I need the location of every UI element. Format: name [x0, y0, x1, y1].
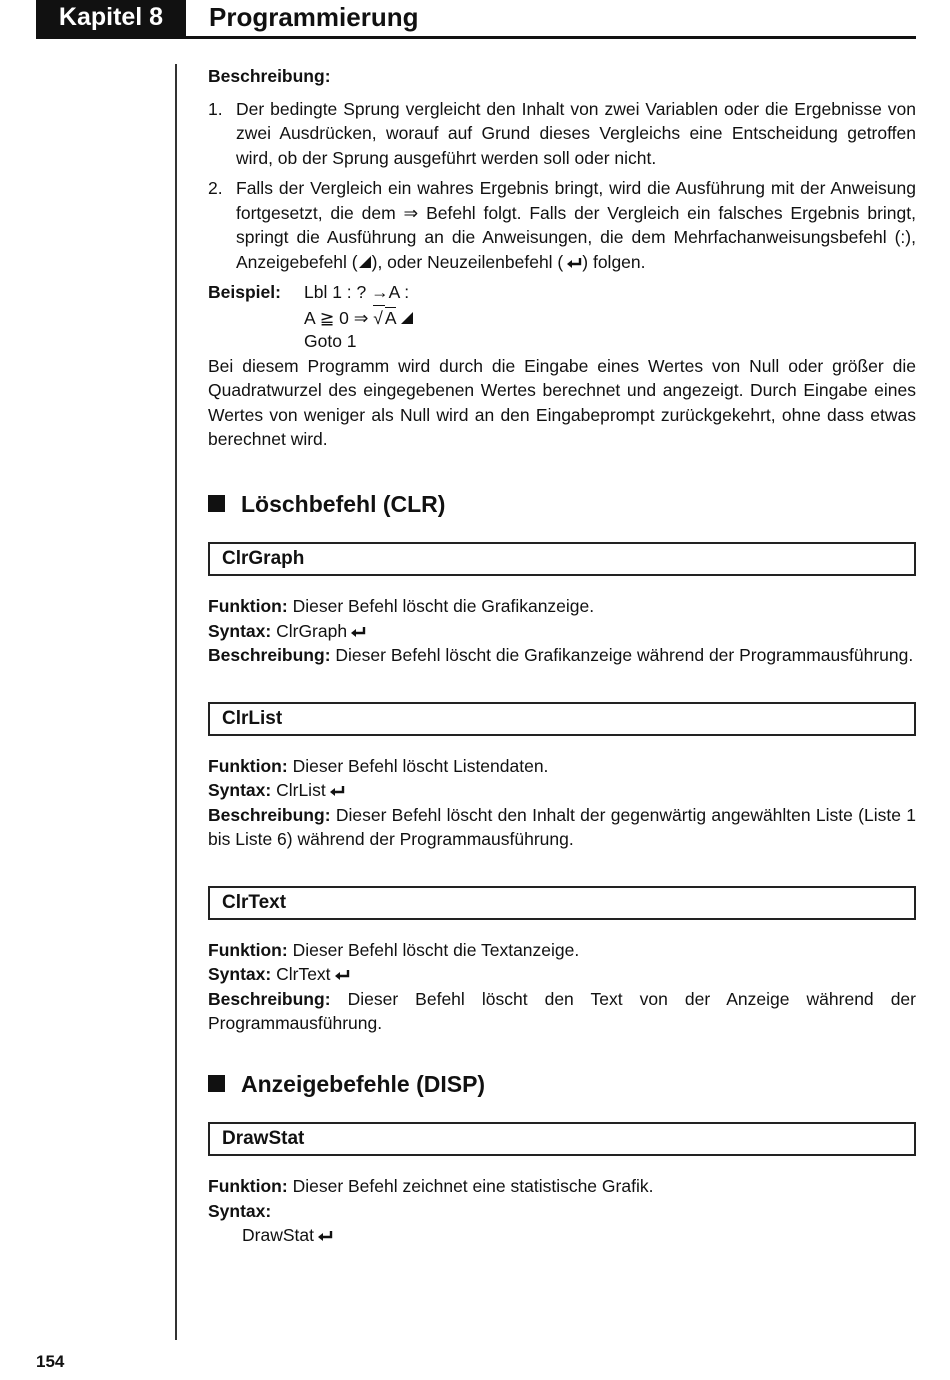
- description-line: [208, 643, 916, 668]
- square-bullet-icon: [208, 495, 225, 512]
- function-label: Funktion:: [208, 596, 288, 616]
- page-content: [208, 58, 916, 1282]
- list-number: 1.: [208, 98, 223, 119]
- sqrt-symbol: √: [373, 305, 385, 331]
- list-text-part: ) folgen.: [582, 251, 646, 272]
- syntax-label: Syntax:: [208, 964, 272, 984]
- description-label: Beschreibung:: [208, 988, 331, 1009]
- command-title: ClrText: [208, 886, 916, 920]
- display-triangle-icon: [358, 255, 372, 269]
- syntax-line: [208, 778, 916, 803]
- function-text: Dieser Befehl zeichnet eine statistische Grafik.: [292, 1176, 654, 1196]
- command-block-clrlist: [208, 702, 916, 852]
- function-text: Dieser Befehl löscht die Grafikanzeige.: [292, 596, 595, 616]
- syntax-label: Syntax:: [208, 620, 272, 641]
- description-text: Dieser Befehl löscht den Inhalt der gegenwärtig angewählten Liste (Liste 1 bis Liste 6) während der Programmausführung.: [208, 804, 916, 849]
- list-item: [208, 176, 916, 274]
- description-label: Beschreibung:: [208, 645, 331, 665]
- code-part: A ≧ 0 ⇒: [304, 307, 374, 328]
- command-title: ClrList: [208, 702, 916, 736]
- syntax-line: [208, 1223, 916, 1248]
- list-text: [236, 176, 916, 274]
- code-part: A: [384, 307, 396, 328]
- syntax-line: [208, 962, 916, 987]
- example-explanation: Bei diesem Programm wird durch die Eingabe eines Wertes von Null oder größer die Quadratwurzel des eingegebenen Wertes berechnet und angezeigt. Durch Eingabe eines Wertes von weniger als Null wird an den Eingabeprompt zurückgekehrt, ohne dass etwas berechnet wird.: [208, 355, 916, 449]
- description-label: Beschreibung:: [208, 804, 331, 825]
- syntax-text: ClrText: [276, 964, 331, 984]
- command-block-clrgraph: [208, 542, 916, 668]
- description-label: Beschreibung:: [208, 66, 331, 86]
- example-code: [304, 280, 414, 354]
- list-number: 2.: [208, 178, 223, 198]
- function-line: [208, 1174, 916, 1199]
- function-label: Funktion:: [208, 755, 288, 776]
- list-text-part: Falls der Vergleich ein wahres Ergebnis bringt, wird die Ausführung mit der Anweisung fortgesetzt, die dem ⇒ Befehl folgt. Falls der Vergleich ein falsches Ergebnis bringt, springt die Ausführung an die Anweisungen, die dem Mehrfachanweisungsbefehl (:), Anzeigebefehl (: [236, 178, 916, 272]
- description-text: Dieser Befehl löscht die Grafikanzeige während der Programmausführung.: [335, 645, 914, 665]
- command-title: ClrGraph: [208, 542, 916, 576]
- display-triangle-icon: [400, 311, 414, 325]
- syntax-text: ClrGraph: [276, 620, 348, 641]
- function-text: Dieser Befehl löscht die Textanzeige.: [292, 939, 580, 960]
- page-number: 154: [36, 1352, 65, 1371]
- enter-key-icon: [317, 1230, 333, 1242]
- list-text-part: ), oder Neuzeilenbefehl (: [371, 251, 564, 272]
- enter-key-icon: [329, 785, 345, 797]
- margin-rule: [175, 64, 177, 1340]
- enter-key-icon: [334, 969, 350, 981]
- section-heading-text: Anzeigebefehle (DISP): [241, 1070, 486, 1097]
- command-block-drawstat: [208, 1122, 916, 1248]
- list-text: Der bedingte Sprung vergleicht den Inhalt von zwei Variablen oder die Ergebnisse von zwei Ausdrücken, worauf auf Grund dieses Vergleichs eine Entscheidung getroffen wird, ob der Sprung ausgeführt werden soll oder nicht.: [236, 98, 916, 168]
- description-text: Dieser Befehl löscht den Text von der Anzeige während der Programmausführung.: [208, 988, 916, 1033]
- section-heading-disp: [208, 1072, 916, 1097]
- section-heading-clr: [208, 492, 916, 517]
- description-line: [208, 803, 916, 852]
- enter-key-icon: [350, 626, 366, 638]
- command-block-clrtext: [208, 886, 916, 1036]
- list-item: [208, 97, 916, 171]
- syntax-line: [208, 619, 916, 644]
- code-line: Lbl 1 : ? →A :: [304, 282, 410, 302]
- code-line: Goto 1: [304, 331, 357, 351]
- syntax-text: DrawStat: [242, 1225, 314, 1245]
- enter-key-icon: [566, 257, 582, 269]
- chapter-title: Programmierung: [209, 2, 419, 32]
- function-line: [208, 594, 916, 619]
- function-line: [208, 754, 916, 779]
- code-line: [304, 305, 414, 330]
- square-bullet-icon: [208, 1075, 225, 1092]
- function-text: Dieser Befehl löscht Listendaten.: [292, 755, 549, 776]
- syntax-label: Syntax:: [208, 1200, 272, 1221]
- command-title: DrawStat: [208, 1122, 916, 1156]
- function-label: Funktion:: [208, 939, 288, 960]
- syntax-text: ClrList: [276, 780, 326, 800]
- example-block: [208, 280, 916, 354]
- chapter-badge: Kapitel 8: [36, 0, 186, 36]
- description-line: [208, 987, 916, 1036]
- syntax-label: Syntax:: [208, 780, 272, 800]
- chapter-header: [36, 0, 916, 39]
- function-line: [208, 938, 916, 963]
- example-label: Beispiel:: [208, 282, 281, 302]
- section-heading-text: Löschbefehl (CLR): [241, 490, 446, 517]
- function-label: Funktion:: [208, 1176, 288, 1196]
